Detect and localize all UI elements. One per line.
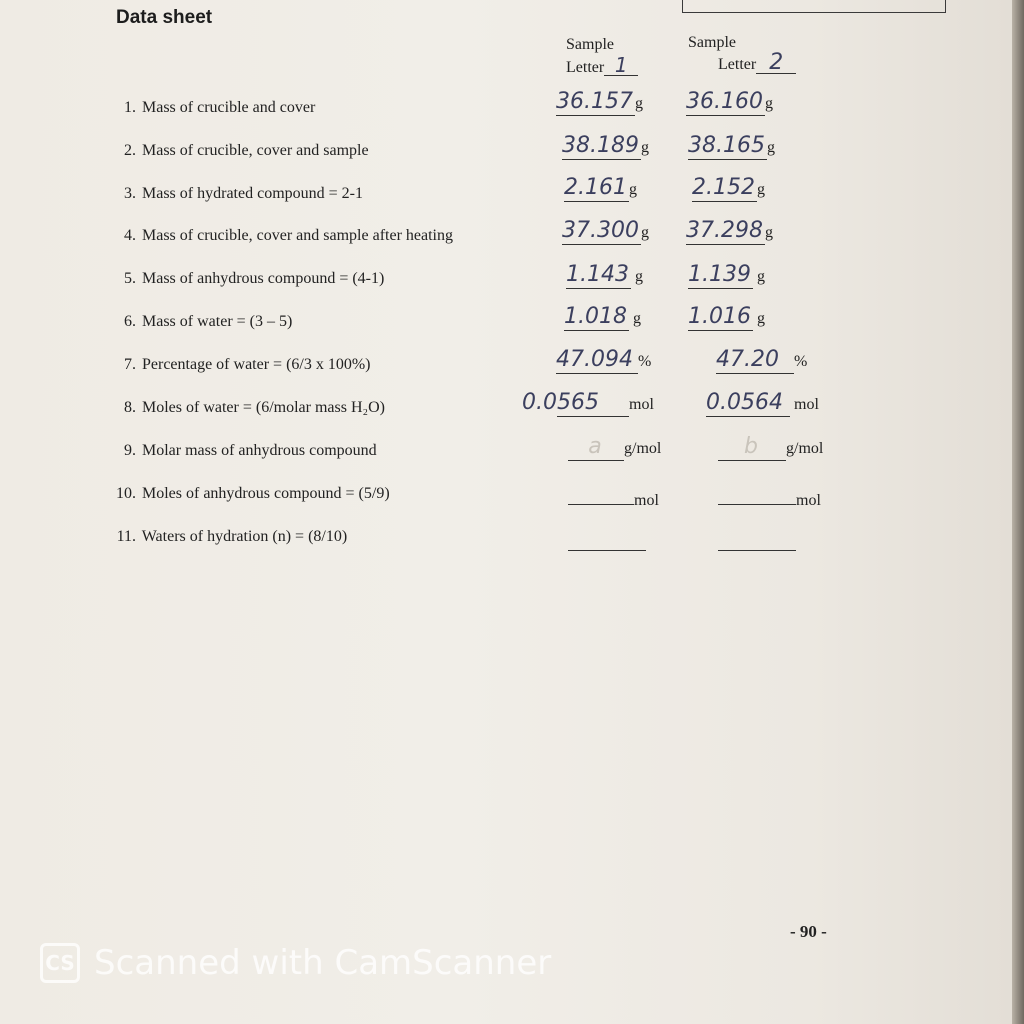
row-label: [108, 99, 315, 117]
row-text: Percentage of water = (6/3 x 100%): [142, 356, 371, 373]
header-box: [682, 0, 946, 13]
sample2-value: [718, 478, 821, 510]
handwritten-value: 1.143: [566, 262, 629, 287]
row-text: Mass of crucible and cover: [142, 99, 316, 116]
unit: g: [634, 268, 643, 285]
unit: g: [632, 310, 641, 327]
unit: g/mol: [624, 440, 662, 457]
unit: g: [756, 268, 765, 285]
sample2-value: [716, 347, 807, 374]
unit: mol: [794, 396, 819, 413]
page-number: - 90 -: [790, 922, 827, 941]
letter-label: Letter: [718, 56, 757, 73]
camscanner-watermark: [40, 943, 551, 983]
unit: g: [640, 139, 649, 156]
handwritten-value: 1.016: [688, 304, 751, 329]
column-header-sample-2: [688, 32, 796, 75]
sample1-value: [568, 478, 659, 510]
unit: g: [640, 224, 649, 241]
handwritten-value: b: [718, 434, 786, 461]
page-title: Data sheet: [116, 7, 213, 28]
watermark-text: Scanned with CamScanner: [94, 943, 552, 983]
sample2-value: [686, 89, 773, 116]
handwritten-value: 1.018: [564, 304, 627, 329]
row-text: Mass of hydrated compound = 2-1: [142, 185, 363, 202]
sample-letter-value: 2: [756, 53, 796, 74]
unit: g: [756, 181, 765, 198]
sample1-value: [568, 524, 646, 556]
unit: g/mol: [786, 440, 824, 457]
row-number: 4.: [124, 227, 136, 244]
row-text: Mass of anhydrous compound = (4-1): [142, 270, 385, 287]
row-label: [108, 185, 363, 203]
row-number: 6.: [124, 313, 136, 330]
sample1-value: [556, 347, 651, 374]
row-label: [108, 270, 384, 288]
sample1-value: [522, 390, 654, 417]
sample1-value: [568, 434, 661, 461]
camscanner-logo-icon: CS: [40, 943, 80, 983]
row-number: 10.: [116, 485, 136, 502]
blank-value: [718, 478, 796, 505]
sample2-value: [718, 524, 796, 556]
row-label: [108, 227, 453, 245]
sample2-value: [688, 304, 765, 331]
row-text: Moles of anhydrous compound = (5/9): [142, 485, 390, 502]
row-label: [108, 356, 371, 374]
sample1-value: [556, 89, 643, 116]
sample-letter-value: 1: [604, 55, 638, 76]
unit: mol: [629, 396, 654, 413]
handwritten-value: 38.189: [562, 133, 639, 158]
sample2-value: [718, 434, 823, 461]
row-label: [108, 142, 369, 160]
handwritten-value: 565: [557, 390, 629, 417]
unit: g: [766, 139, 775, 156]
letter-label: Letter: [566, 59, 605, 76]
sample1-value: [562, 218, 649, 245]
handwritten-value: 37.300: [562, 218, 639, 243]
row-label: [108, 485, 390, 503]
unit: mol: [634, 492, 659, 509]
blank-value: [568, 478, 634, 505]
sample2-value: [692, 175, 765, 202]
row-text: Mass of crucible, cover and sample after heating: [142, 227, 453, 244]
handwritten-value: 36.157: [556, 89, 633, 114]
row-text: Mass of crucible, cover and sample: [142, 142, 369, 159]
sample1-value: [564, 304, 641, 331]
handwritten-value: 47.20: [716, 347, 794, 374]
sample1-value: [566, 262, 643, 289]
unit: g: [634, 95, 643, 112]
row-label: [108, 442, 377, 460]
sample2-value: [686, 218, 773, 245]
handwritten-value: 2.152: [692, 175, 755, 200]
unit: mol: [796, 492, 821, 509]
row-number: 1.: [124, 99, 136, 116]
row-text: Moles of water = (6/molar mass H₂O): [142, 399, 385, 416]
page-edge-shadow: [1012, 0, 1024, 1024]
row-text: Mass of water = (3 – 5): [142, 313, 293, 330]
handwritten-value: 0.0564: [706, 390, 790, 417]
row-number: 3.: [124, 185, 136, 202]
sample2-value: [706, 390, 819, 417]
handwritten-prefix: 0.0: [522, 390, 557, 415]
row-number: 9.: [124, 442, 136, 459]
column-header-label: Sample: [688, 34, 736, 51]
sample2-value: [688, 262, 765, 289]
unit: %: [794, 353, 808, 370]
row-number: 7.: [124, 356, 136, 373]
unit: g: [756, 310, 765, 327]
row-label: [108, 528, 347, 546]
handwritten-value: a: [568, 434, 624, 461]
column-header-label: Sample: [566, 36, 614, 53]
handwritten-value: 37.298: [686, 218, 763, 243]
row-text: Waters of hydration (n) = (8/10): [141, 528, 348, 545]
sample1-value: [562, 133, 649, 160]
row-text: Molar mass of anhydrous compound: [142, 442, 377, 459]
handwritten-value: 38.165: [688, 133, 765, 158]
blank-value: [718, 524, 796, 551]
row-number: 5.: [124, 270, 136, 287]
blank-value: [568, 524, 646, 551]
handwritten-value: 47.094: [556, 347, 638, 374]
unit: g: [764, 95, 773, 112]
handwritten-value: 2.161: [564, 175, 627, 200]
sample1-value: [564, 175, 637, 202]
sample2-value: [688, 133, 775, 160]
row-number: 8.: [124, 399, 136, 416]
row-number: 2.: [124, 142, 136, 159]
unit: %: [638, 353, 652, 370]
row-label: [108, 313, 292, 331]
unit: g: [628, 181, 637, 198]
column-header-sample-1: [566, 34, 638, 78]
row-label: [108, 399, 385, 417]
row-number: 11.: [116, 528, 136, 545]
handwritten-value: 36.160: [686, 89, 763, 114]
unit: g: [764, 224, 773, 241]
handwritten-value: 1.139: [688, 262, 751, 287]
